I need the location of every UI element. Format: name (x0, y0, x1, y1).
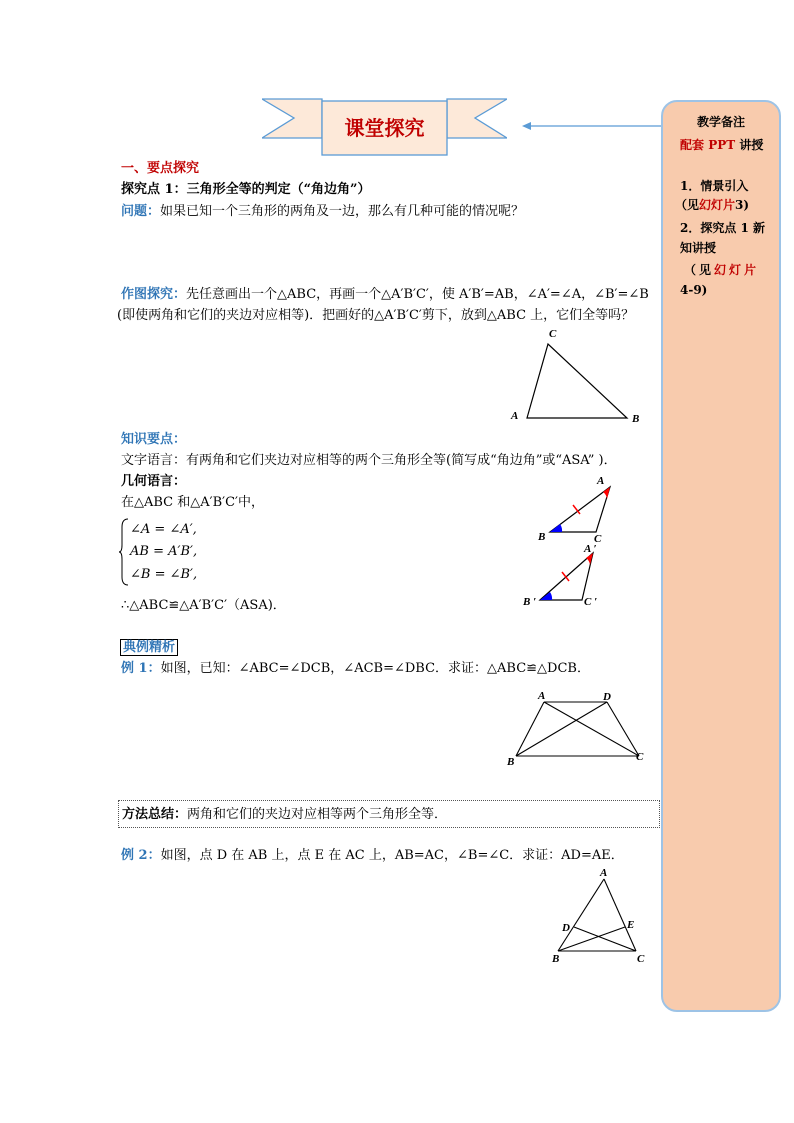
example2-line: 例 2：如图，点 D 在 AB 上，点 E 在 AC 上，AB=AC，∠B=∠C．求证：AD=AE． (121, 848, 624, 863)
vertex-label-c: C (637, 953, 645, 965)
triangle-abc-prime (540, 553, 593, 600)
teaching-notes-sidebar (661, 100, 781, 1012)
figure-example1 (505, 688, 650, 768)
banner (262, 98, 507, 158)
vertex-label-b-prime: B ′ (523, 596, 537, 608)
example1-line: 例 1：如图，已知：∠ABC=∠DCB，∠ACB=∠DBC．求证：△ABC≌△DCB． (121, 661, 590, 676)
vertex-label-a: A (538, 690, 546, 702)
vertex-label-b: B (507, 756, 515, 768)
sidebar-item2-ref: （见幻灯片 (684, 263, 760, 277)
conclusion-line: ∴△ABC≌△A′B′C′（ASA)． (121, 598, 286, 613)
text-language: 文字语言：有两角和它们夹边对应相等的两个三角形全等(简写成“角边角”或“ASA” )． (121, 453, 617, 468)
figure-triangle-abc (505, 325, 645, 425)
sidebar-item1-title: 1．情景引入 (680, 179, 749, 193)
question-line: 问题：如果已知一个三角形的两角及一边，那么有几种可能的情况呢？ (121, 204, 525, 219)
vertex-label-a: A (597, 475, 605, 487)
condition-angle-b: ∠B = ∠B′, (130, 567, 198, 582)
condition-angle-a: ∠A = ∠A′, (130, 522, 197, 537)
sidebar-heading: 教学备注 (696, 115, 745, 129)
vertex-label-a: A (511, 410, 519, 422)
sidebar-item2-title: 2．探究点 1 新 (680, 221, 766, 235)
geometry-language-label: 几何语言： (121, 474, 187, 489)
figure-example2 (548, 865, 653, 969)
draw-explore-line2: (即使两角和它们的夹边对应相等)．把画好的△A′B′C′剪下，放到△ABC 上，它们全等吗？ (117, 308, 635, 323)
banner-title: 课堂探究 (344, 116, 425, 140)
knowledge-label: 知识要点： (121, 432, 187, 447)
angle-b-mark (550, 524, 562, 532)
vertex-label-c: C (594, 533, 602, 544)
brace-icon (118, 517, 130, 587)
vertex-label-b: B (552, 953, 560, 965)
explore-point-title: 探究点 1：三角形全等的判定（“角边角”） (121, 182, 371, 197)
vertex-label-c-prime: C ′ (584, 596, 598, 608)
vertex-label-e: E (627, 919, 635, 931)
angle-b-prime-mark (540, 592, 552, 600)
vertex-label-c: C (636, 751, 644, 763)
vertex-label-b: B (538, 531, 546, 543)
vertex-label-a: A (600, 867, 608, 879)
pointer-arrow (520, 118, 662, 134)
draw-explore-line1: 作图探究：先任意画出一个△ABC，再画一个△A′B′C′，使 A′B′=AB，∠A′=∠A，∠B′=∠B (121, 287, 649, 302)
vertex-label-a-prime: A ′ (584, 543, 597, 555)
sidebar-item2-slides: 4-9) (680, 283, 708, 297)
triangle-abc (527, 344, 627, 418)
sidebar-item2-sub: 知讲授 (680, 241, 717, 255)
examples-section-label: 典例精析 (120, 639, 178, 657)
vertex-label-b: B (632, 413, 640, 425)
condition-side-ab: AB = A′B′, (130, 544, 198, 559)
method-summary: 方法总结：两角和它们的夹边对应相等两个三角形全等． (122, 807, 448, 822)
vertex-label-c: C (549, 328, 557, 340)
vertex-label-d: D (562, 922, 570, 934)
vertex-label-d: D (603, 691, 611, 703)
sidebar-ppt-line: 配套 PPT 讲授 (680, 138, 764, 152)
figure-triangle-abc-marked (520, 472, 620, 544)
in-triangles-line: 在△ABC 和△A′B′C′中， (121, 495, 265, 510)
figure-triangle-abc-prime (520, 542, 620, 612)
sidebar-item1-ref: （见幻灯片3) (675, 198, 750, 212)
section-heading: 一、要点探究 (121, 161, 200, 176)
